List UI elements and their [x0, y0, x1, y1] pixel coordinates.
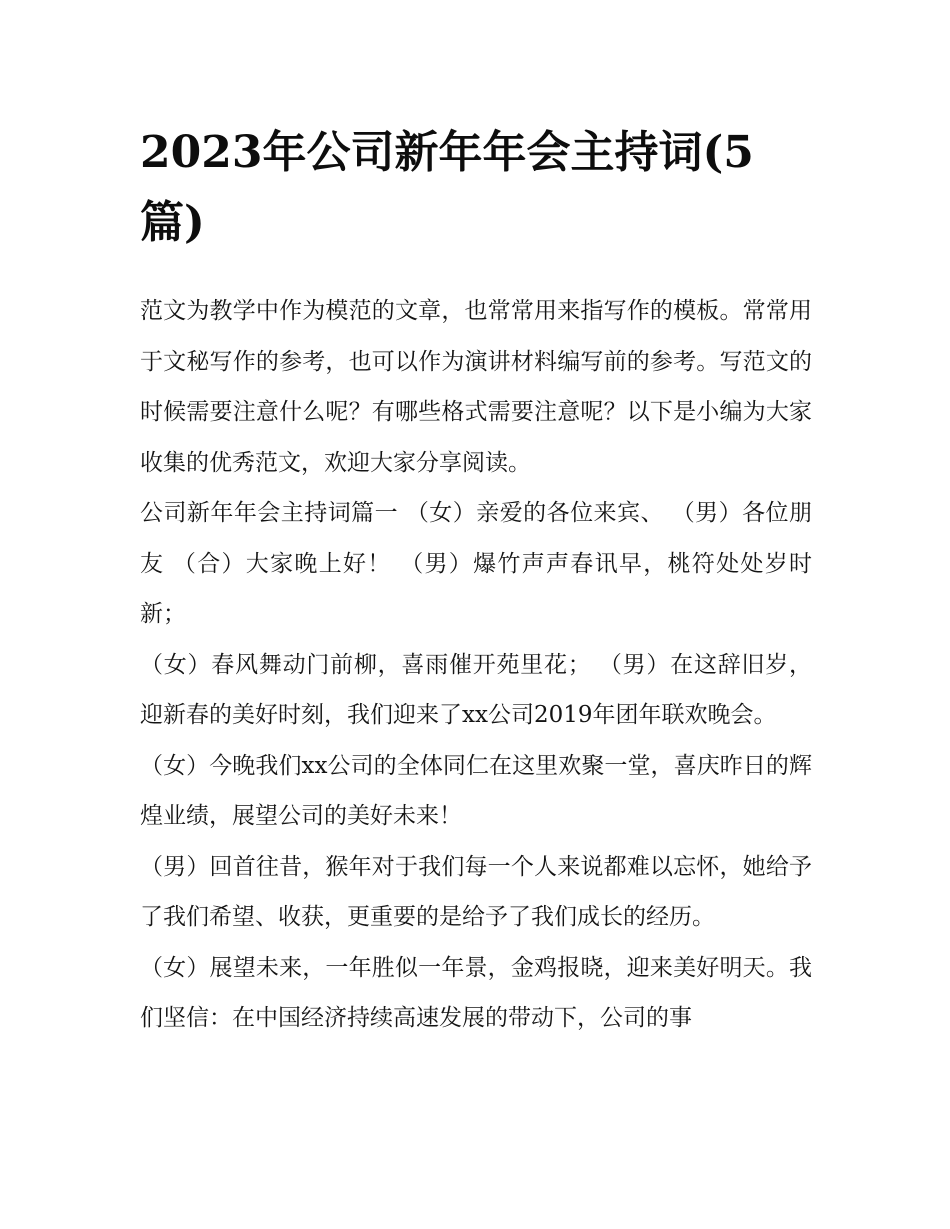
document-content — [140, 118, 812, 1044]
document-title: 2023年公司新年年会主持词(5篇) — [140, 127, 754, 248]
paragraph-outlook: （女）展望未来，一年胜似一年景，金鸡报晓，迎来美好明天。我们坚信：在中国经济持续高速发展的带动下，公司的事 — [140, 954, 812, 1031]
paragraph-intro: 范文为教学中作为模范的文章，也常常用来指写作的模板。常常用于文秘写作的参考，也可以作为演讲材料编写前的参考。写范文的时候需要注意什么呢？有哪些格式需要注意呢？以下是小编为大家收集的优秀范文，欢迎大家分享阅读。 — [140, 298, 812, 476]
paragraph-spring-wind: （女）春风舞动门前柳，喜雨催开苑里花； （男）在这辞旧岁，迎新春的美好时刻，我们迎来了xx公司2019年团年联欢晚会。 — [140, 651, 812, 728]
paragraph-opening: 公司新年年会主持词篇一 （女）亲爱的各位来宾、 （男）各位朋友 （合）大家晚上好！ （男）爆竹声声春讯早，桃符处处岁时新； — [140, 500, 812, 627]
paragraph-gathering: （女）今晚我们xx公司的全体同仁在这里欢聚一堂，喜庆昨日的辉煌业绩，展望公司的美好未来！ — [140, 752, 812, 829]
document-body — [140, 286, 812, 1044]
paragraph-review: （男）回首往昔，猴年对于我们每一个人来说都难以忘怀，她给予了我们希望、收获，更重要的是给予了我们成长的经历。 — [140, 853, 812, 930]
